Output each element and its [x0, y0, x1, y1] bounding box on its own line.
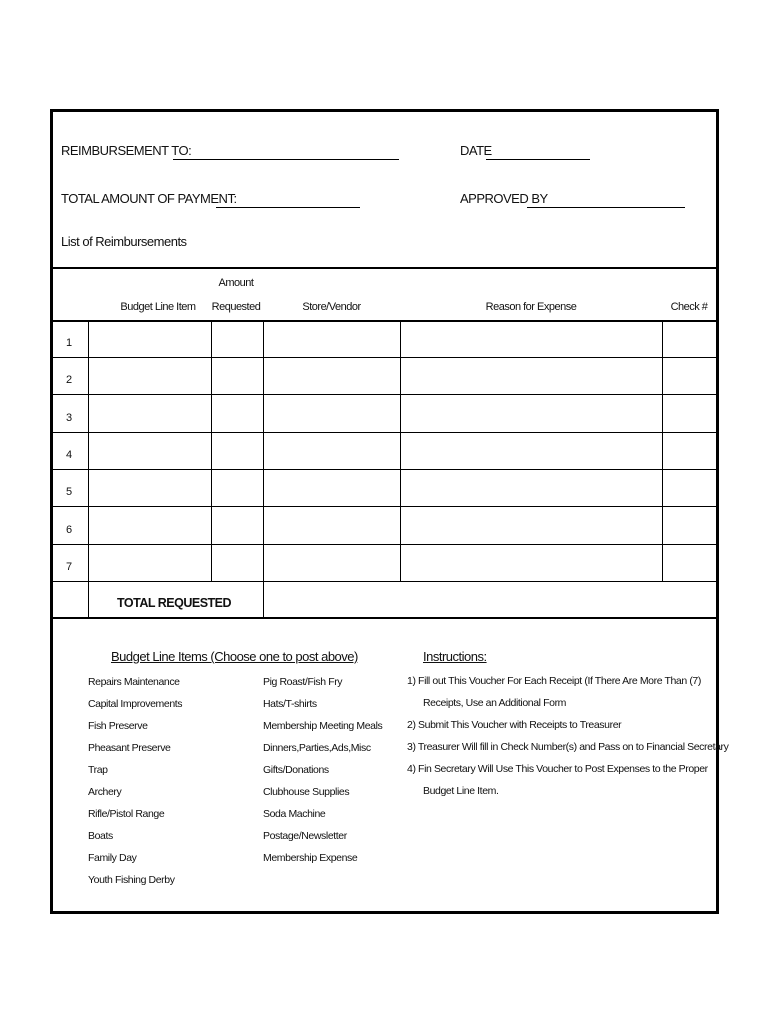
instruction-line: 3) Treasurer Will fill in Check Number(s) and Pass on to Financial Secretary — [407, 741, 729, 753]
divider — [53, 267, 716, 269]
list-title: List of Reimbursements — [61, 234, 187, 249]
row-number: 3 — [66, 412, 73, 424]
column-header-budget: Budget Line Item — [120, 301, 196, 313]
budget-title: Budget Line Items (Choose one to post above) — [111, 649, 358, 664]
approved-by-label: APPROVED BY — [460, 191, 548, 206]
total-amount-field[interactable] — [216, 207, 360, 208]
instruction-line: 4) Fin Secretary Will Use This Voucher to Post Expenses to the Proper — [407, 763, 708, 775]
reimbursement-to-field[interactable] — [173, 159, 399, 160]
column-line — [400, 320, 401, 581]
instructions-title: Instructions: — [423, 649, 487, 664]
budget-item: Clubhouse Supplies — [263, 786, 350, 798]
budget-item: Dinners,Parties,Ads,Misc — [263, 742, 371, 754]
column-line — [88, 320, 89, 618]
row-number: 4 — [66, 449, 73, 461]
approved-by-field[interactable] — [527, 207, 685, 208]
column-line — [263, 320, 264, 618]
total-amount-label: TOTAL AMOUNT OF PAYMENT: — [61, 191, 237, 206]
budget-item: Hats/T-shirts — [263, 698, 317, 710]
budget-item: Pheasant Preserve — [88, 742, 171, 754]
budget-item: Pig Roast/Fish Fry — [263, 676, 343, 688]
column-line — [211, 320, 212, 581]
row-number: 7 — [66, 561, 73, 573]
row-line — [53, 394, 716, 395]
budget-item: Membership Meeting Meals — [263, 720, 383, 732]
row-line — [53, 506, 716, 507]
column-header-amount-top: Amount — [218, 277, 254, 289]
instruction-line: 1) Fill out This Voucher For Each Receipt (If There Are More Than (7) — [407, 675, 701, 687]
reimbursement-to-label: REIMBURSEMENT TO: — [61, 143, 192, 158]
budget-item: Fish Preserve — [88, 720, 148, 732]
date-label: DATE — [460, 143, 492, 158]
budget-item: Membership Expense — [263, 852, 358, 864]
budget-item: Gifts/Donations — [263, 764, 329, 776]
date-field[interactable] — [486, 159, 590, 160]
row-number: 2 — [66, 374, 73, 386]
budget-item: Capital Improvements — [88, 698, 183, 710]
reimbursement-form — [50, 109, 729, 914]
instruction-line: 2) Submit This Voucher with Receipts to Treasurer — [407, 719, 622, 731]
row-number: 5 — [66, 486, 73, 498]
divider — [53, 617, 716, 619]
budget-item: Youth Fishing Derby — [88, 874, 175, 886]
column-line — [662, 320, 663, 581]
budget-item: Family Day — [88, 852, 137, 864]
column-header-store: Store/Vendor — [302, 301, 361, 313]
budget-item: Soda Machine — [263, 808, 326, 820]
instruction-line: Budget Line Item. — [423, 785, 499, 797]
total-requested-label: TOTAL REQUESTED — [117, 596, 232, 610]
budget-item: Repairs Maintenance — [88, 676, 180, 688]
budget-item: Rifle/Pistol Range — [88, 808, 165, 820]
row-line — [53, 357, 716, 358]
row-line — [53, 432, 716, 433]
table-top-line — [53, 320, 716, 322]
budget-item: Trap — [88, 764, 108, 776]
budget-item: Postage/Newsletter — [263, 830, 347, 842]
budget-item: Archery — [88, 786, 122, 798]
budget-item: Boats — [88, 830, 113, 842]
row-number: 6 — [66, 524, 73, 536]
row-line — [53, 544, 716, 545]
row-line — [53, 581, 716, 582]
column-header-reason: Reason for Expense — [485, 301, 577, 313]
column-header-amount-bottom: Requested — [211, 301, 261, 313]
column-header-check: Check # — [670, 301, 708, 313]
instruction-line: Receipts, Use an Additional Form — [423, 697, 567, 709]
row-line — [53, 469, 716, 470]
row-number: 1 — [66, 337, 73, 349]
